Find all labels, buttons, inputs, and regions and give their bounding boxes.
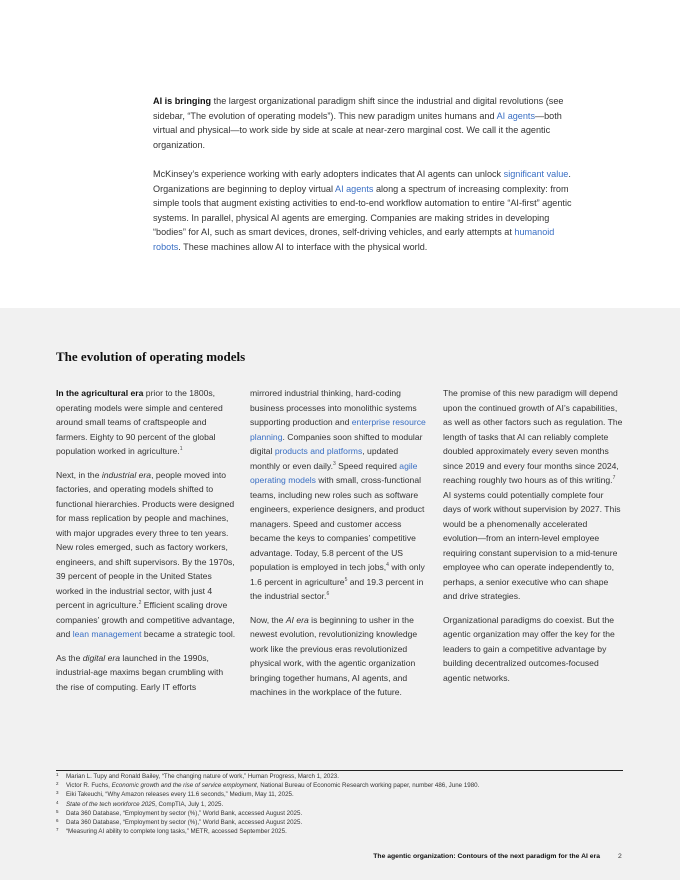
text-run: . Organizations are beginning to deploy virtual [153, 169, 571, 194]
text-run: prior to the 1800s, operating models were simple and centered around small teams of craftspeople and farmers. Eighty to 90 percent of the global population worked in agriculture. [56, 388, 223, 456]
text-run: with only 1.6 percent in agriculture [250, 562, 425, 587]
text-run: the largest organizational paradigm shift since the industrial and digital revolutions (see sidebar, “The evolution of operating models”). This new paradigm unites humans and [153, 96, 564, 121]
text-run: Marian L. Tupy and Ronald Bailey, “The changing nature of work,” Human Progress, March 1, 2023. [66, 773, 339, 780]
agricultural-era-paragraph [56, 386, 236, 459]
intro-section [153, 94, 583, 254]
sidebar-column-3 [443, 386, 623, 694]
footer-title: The agentic organization: Contours of the next paradigm for the AI era [373, 853, 600, 860]
text-run: Data 360 Database, “Employment by sector (%),” World Bank, accessed August 2025. [66, 809, 303, 817]
text-run: along a spectrum of increasing complexity: from simple tools that augment existing activities to end-to-end workflow automation to entire “AI-first” agentic systems. In parallel, physical AI agents are emerging. Companies are making strides in developing “bodies” for AI, such as smart devices, drones, self-driving vehicles, and early attempts at [153, 183, 572, 237]
footnote-ref[interactable]: 1 [179, 446, 183, 453]
digital-era-paragraph [56, 651, 236, 695]
footnote-item [56, 827, 479, 836]
footnote-item [56, 781, 479, 790]
inline-link[interactable]: agile operating models [250, 460, 418, 485]
text-run: and 19.3 percent in the industrial sector. [250, 576, 424, 601]
text-run: The promise of this new paradigm will depend upon the continued growth of AI’s capabilities, as well as other factors such as regulation. The length of tasks that AI can reliably complete doubled approximately every seven months since 2019 and every four months since 2024, reaching roughly two hours as of this writing. [443, 388, 623, 485]
page-number: 2 [618, 853, 622, 860]
footnote-number: 7 [56, 827, 59, 833]
text-run: Eiki Takeuchi, “Why Amazon releases every 11.6 seconds,” Medium, May 11, 2025. [66, 791, 294, 799]
sidebar-title: The evolution of operating models [56, 349, 246, 364]
text-run: Organizational paradigms do coexist. But the agentic organization may offer the key for the leaders to gain a competitive advantage by building decentralized outcomes-focused agentic networks. [443, 614, 615, 683]
paradigms-coexist-paragraph [443, 613, 623, 686]
intro-paragraph-1 [153, 94, 583, 152]
footnote-number: 1 [56, 772, 59, 777]
inline-link[interactable]: AI agents [335, 183, 374, 194]
inline-link[interactable]: enterprise resource planning [250, 417, 426, 442]
footnote-ref[interactable]: 5 [344, 576, 348, 583]
footnote-item [56, 772, 479, 781]
footnote-item [56, 809, 479, 818]
footnote-ref[interactable]: 2 [138, 600, 142, 607]
footnote-item [56, 790, 479, 799]
text-run: AI systems could potentially complete four days of work without supervision by 2027. This would be a phenomenally accelerated evolution—from an intern-level employee requiring constant supervision to a mid-tenure employee who can operate independently to, perhaps, a senior executive who can shape and drive strategies. [443, 489, 621, 601]
text-run: mirrored industrial thinking, hard-coding business processes into monolithic systems supporting production and [250, 388, 417, 427]
text-run: Victor R. Fuchs, [66, 782, 112, 790]
inline-link[interactable]: products and platforms [274, 446, 363, 456]
italic-term: digital era [82, 652, 121, 663]
footnote-ref[interactable]: 3 [332, 460, 336, 467]
footnote-item [56, 818, 479, 827]
inline-link[interactable]: significant value [503, 169, 569, 179]
text-run: . Companies soon shifted to modular digital [250, 431, 423, 456]
footnote-ref[interactable]: 6 [326, 591, 330, 598]
text-run: Next, in the [56, 469, 102, 480]
text-run: Efficient scaling drove companies’ growth and competitive advantage, and [56, 600, 235, 639]
text-run: Speed required [335, 460, 400, 471]
sidebar-column-1 [56, 386, 236, 703]
footnote-number: 6 [56, 818, 59, 824]
text-run: Now, the [250, 614, 286, 625]
sidebar-column-2 [250, 386, 430, 709]
footnote-number: 3 [56, 790, 59, 796]
footnote-number: 5 [56, 808, 59, 814]
bold-lead-in: In the agricultural era [56, 388, 144, 398]
footnote-list [56, 772, 479, 836]
digital-era-continued-paragraph [250, 386, 430, 604]
italic-term: Economic growth and the rise of service employment [111, 782, 257, 790]
text-run: , updated monthly or even daily. [250, 446, 399, 471]
ai-era-paragraph [250, 613, 430, 700]
text-run: became a strategic tool. [141, 629, 236, 639]
italic-term: industrial era [101, 469, 152, 480]
bold-lead-in: AI is bringing [153, 96, 212, 106]
text-run: McKinsey’s experience working with early adopters indicates that AI agents can unlock [153, 169, 504, 179]
footnote-item [56, 800, 479, 809]
text-run: . These machines allow AI to interface with the physical world. [178, 241, 428, 252]
footnote-ref[interactable]: 4 [386, 562, 389, 569]
paradigm-promise-paragraph [443, 386, 623, 604]
text-run: , National Bureau of Economic Research working paper, number 486, June 1980. [256, 782, 480, 790]
inline-link[interactable]: lean management [72, 629, 142, 639]
footnote-divider [56, 770, 623, 771]
footnote-number: 4 [56, 799, 59, 805]
text-run: launched in the 1990s, industrial-age maxims began crumbling with the rise of computing. Early IT efforts [56, 652, 224, 692]
text-run: , people moved into factories, and operating models shifted to functional hierarchies. Products were designed for mass replication by people and machines, with major upgrades every three to ten years. New roles emerged, such as factory workers, engineers, and shift supervisors. By the 1970s, 39 percent of people in the United States worked in the industrial sector, with just 4 percent in agriculture. [56, 469, 235, 610]
inline-link[interactable]: AI agents [496, 110, 536, 121]
italic-term: State of the tech workforce 2025 [66, 800, 156, 808]
text-run: with small, cross-functional teams, including new roles such as software engineers, experience designers, and product managers. Speed and customer access became the keys to companies’ competitive advantage. Today, 5.8 percent of the US population is employed in tech jobs, [250, 475, 425, 572]
text-run: Data 360 Database, “Employment by sector (%),” World Bank, accessed August 2025. [66, 819, 303, 827]
industrial-era-paragraph [56, 468, 236, 642]
text-run: —both virtual and physical—to work side by side at scale at near-zero marginal cost. We call it the agentic organization. [153, 110, 562, 150]
text-run: As the [56, 652, 83, 663]
footnote-number: 2 [56, 781, 59, 787]
text-run: , CompTIA, July 1, 2025. [155, 800, 224, 808]
italic-term: AI era [285, 614, 309, 625]
inline-link[interactable]: humanoid robots [153, 227, 555, 252]
intro-paragraph-2 [153, 167, 583, 254]
text-run: is beginning to usher in the newest evolution, revolutionizing knowledge work like the previous eras revolutionized physical work, with the agentic organization bringing together humans, AI agents, and machines in the workplace of the future. [250, 614, 418, 697]
text-run: “Measuring AI ability to complete long tasks,” METR, accessed September 2025. [66, 828, 287, 836]
footnote-ref[interactable]: 7 [612, 475, 616, 482]
